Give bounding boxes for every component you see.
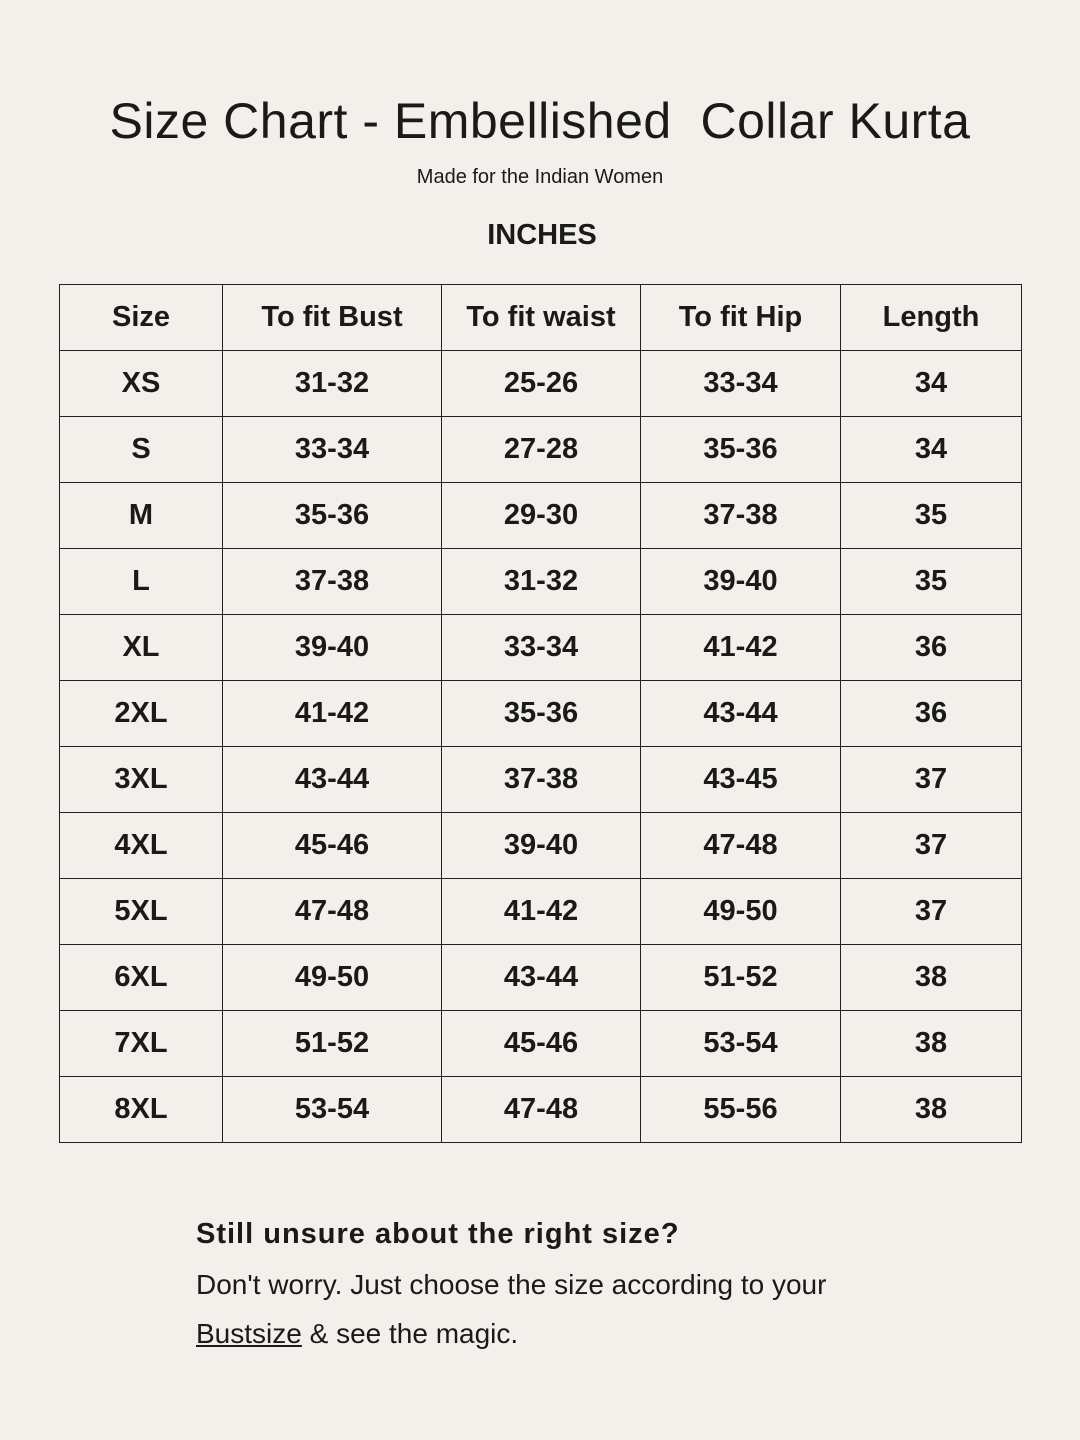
table-row — [60, 549, 1022, 615]
cell-length: 36 — [841, 681, 1022, 747]
column-header-bust: To fit Bust — [223, 285, 442, 351]
cell-waist: 39-40 — [442, 813, 641, 879]
cell-length: 38 — [841, 1011, 1022, 1077]
cell-hip: 35-36 — [641, 417, 841, 483]
cell-bust: 45-46 — [223, 813, 442, 879]
cell-size: M — [60, 483, 223, 549]
size-chart-table — [59, 284, 1022, 1143]
cell-size: 5XL — [60, 879, 223, 945]
page-title: Size Chart - Embellished Collar Kurta — [109, 93, 971, 149]
cell-length: 37 — [841, 813, 1022, 879]
table-header-row — [60, 285, 1022, 351]
cell-hip: 33-34 — [641, 351, 841, 417]
cell-hip: 41-42 — [641, 615, 841, 681]
cell-bust: 39-40 — [223, 615, 442, 681]
cell-hip: 55-56 — [641, 1077, 841, 1143]
cell-waist: 37-38 — [442, 747, 641, 813]
cell-length: 35 — [841, 549, 1022, 615]
cell-bust: 49-50 — [223, 945, 442, 1011]
table-body — [60, 351, 1022, 1143]
cell-bust: 37-38 — [223, 549, 442, 615]
units-label: INCHES — [487, 219, 597, 251]
cell-waist: 41-42 — [442, 879, 641, 945]
cell-hip: 47-48 — [641, 813, 841, 879]
table-row — [60, 747, 1022, 813]
cell-length: 34 — [841, 351, 1022, 417]
column-header-length: Length — [841, 285, 1022, 351]
cell-waist: 47-48 — [442, 1077, 641, 1143]
note-text-before: Don't worry. Just choose the size according to your — [196, 1269, 827, 1300]
cell-waist: 31-32 — [442, 549, 641, 615]
column-header-size: Size — [60, 285, 223, 351]
cell-waist: 45-46 — [442, 1011, 641, 1077]
cell-size: XS — [60, 351, 223, 417]
cell-waist: 33-34 — [442, 615, 641, 681]
cell-hip: 43-45 — [641, 747, 841, 813]
cell-bust: 41-42 — [223, 681, 442, 747]
size-help-note — [196, 1214, 976, 1358]
table-row — [60, 483, 1022, 549]
table-row — [60, 351, 1022, 417]
cell-bust: 33-34 — [223, 417, 442, 483]
cell-length: 38 — [841, 1077, 1022, 1143]
cell-bust: 47-48 — [223, 879, 442, 945]
table-row — [60, 615, 1022, 681]
cell-size: 8XL — [60, 1077, 223, 1143]
table-row — [60, 681, 1022, 747]
cell-waist: 43-44 — [442, 945, 641, 1011]
note-text-after: & see the magic. — [301, 1318, 519, 1349]
cell-size: 4XL — [60, 813, 223, 879]
cell-length: 36 — [841, 615, 1022, 681]
cell-size: 3XL — [60, 747, 223, 813]
cell-size: 2XL — [60, 681, 223, 747]
cell-size: 6XL — [60, 945, 223, 1011]
cell-bust: 51-52 — [223, 1011, 442, 1077]
cell-hip: 53-54 — [641, 1011, 841, 1077]
cell-size: 7XL — [60, 1011, 223, 1077]
cell-length: 37 — [841, 747, 1022, 813]
column-header-hip: To fit Hip — [641, 285, 841, 351]
cell-hip: 51-52 — [641, 945, 841, 1011]
bustsize-link[interactable]: Bustsize — [196, 1318, 302, 1349]
page-subtitle: Made for the Indian Women — [416, 166, 664, 188]
table-row — [60, 945, 1022, 1011]
cell-hip: 37-38 — [641, 483, 841, 549]
cell-length: 37 — [841, 879, 1022, 945]
cell-length: 35 — [841, 483, 1022, 549]
table-row — [60, 879, 1022, 945]
column-header-waist: To fit waist — [442, 285, 641, 351]
cell-hip: 39-40 — [641, 549, 841, 615]
cell-size: S — [60, 417, 223, 483]
table-row — [60, 1077, 1022, 1143]
cell-waist: 35-36 — [442, 681, 641, 747]
cell-length: 38 — [841, 945, 1022, 1011]
table-row — [60, 813, 1022, 879]
cell-waist: 25-26 — [442, 351, 641, 417]
cell-hip: 43-44 — [641, 681, 841, 747]
cell-hip: 49-50 — [641, 879, 841, 945]
cell-waist: 29-30 — [442, 483, 641, 549]
cell-waist: 27-28 — [442, 417, 641, 483]
cell-bust: 53-54 — [223, 1077, 442, 1143]
note-heading: Still unsure about the right size? — [196, 1218, 680, 1250]
cell-bust: 35-36 — [223, 483, 442, 549]
table-row — [60, 417, 1022, 483]
table-row — [60, 1011, 1022, 1077]
note-text — [196, 1260, 976, 1358]
cell-size: XL — [60, 615, 223, 681]
cell-bust: 31-32 — [223, 351, 442, 417]
cell-length: 34 — [841, 417, 1022, 483]
cell-bust: 43-44 — [223, 747, 442, 813]
cell-size: L — [60, 549, 223, 615]
